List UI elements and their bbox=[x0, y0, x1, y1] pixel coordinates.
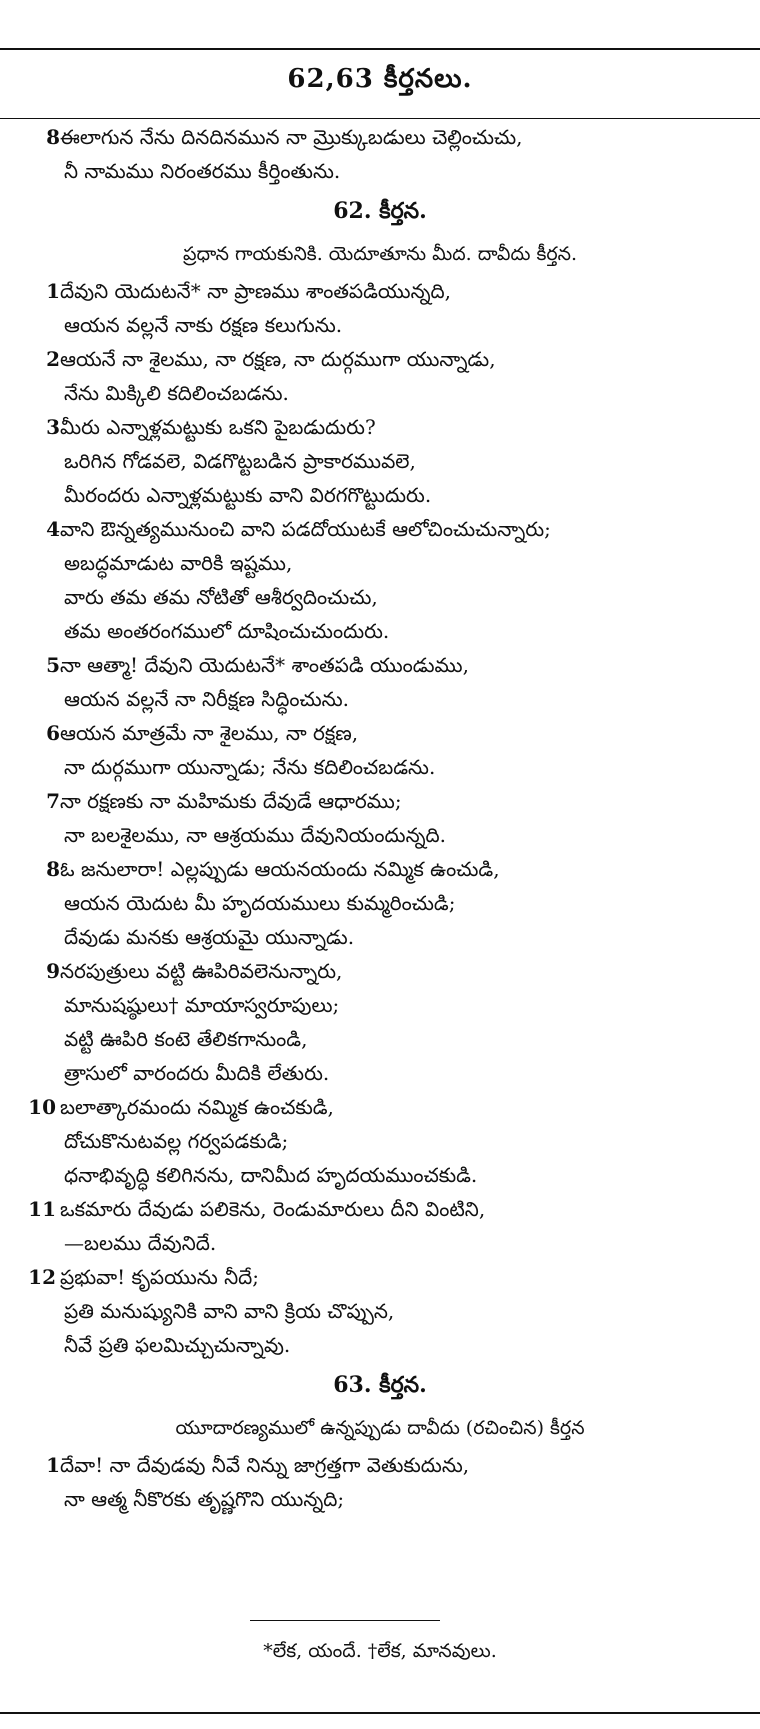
verse-number: 3 bbox=[46, 415, 60, 439]
verse-line bbox=[0, 1482, 760, 1516]
verse-line bbox=[0, 410, 760, 444]
verse-text: ఆయన వల్లనే నా నిరీక్షణ సిద్ధించును. bbox=[64, 687, 349, 711]
verse-number: 8 bbox=[46, 125, 60, 149]
verse-text: ఆయన యెదుట మీ హృదయములు కుమ్మరించుడి; bbox=[64, 891, 456, 915]
verse-line bbox=[0, 1448, 760, 1482]
verse-line bbox=[0, 1022, 760, 1056]
verse-line bbox=[0, 886, 760, 920]
verse-line bbox=[0, 648, 760, 682]
verse-line bbox=[0, 1328, 760, 1362]
verse-line bbox=[0, 120, 760, 154]
verse-line bbox=[0, 682, 760, 716]
verse-text: ప్రభువా! కృపయును నీదే; bbox=[60, 1265, 260, 1289]
verse-line bbox=[0, 716, 760, 750]
verse-number: 4 bbox=[46, 517, 60, 541]
verse-number: 12 bbox=[28, 1265, 56, 1289]
verse-line bbox=[0, 852, 760, 886]
verse-line bbox=[0, 1090, 760, 1124]
verse-line bbox=[0, 308, 760, 342]
verse-line bbox=[0, 1124, 760, 1158]
verse-line bbox=[0, 580, 760, 614]
verse-line bbox=[0, 376, 760, 410]
verse-number: 1 bbox=[46, 279, 60, 303]
verse-text: —బలము దేవునిదే. bbox=[64, 1231, 217, 1255]
header-rule bbox=[0, 118, 760, 119]
verse-line bbox=[0, 988, 760, 1022]
psalm-63-heading: 63. కీర్తన. bbox=[333, 1372, 427, 1398]
verse-text: దోచుకొనుటవల్ల గర్వపడకుడి; bbox=[64, 1129, 289, 1153]
footnote: *లేక, యందే. †లేక, మానవులు. bbox=[263, 1640, 497, 1662]
verse-text: ఆయన మాత్రమే నా శైలము, నా రక్షణ, bbox=[60, 721, 359, 745]
verse-line bbox=[0, 614, 760, 648]
verse-line bbox=[0, 1226, 760, 1260]
footnote-rule bbox=[250, 1620, 440, 1621]
verse-text: అబద్ధమాడుట వారికి ఇష్టము, bbox=[64, 551, 293, 575]
verse-number: 8 bbox=[46, 857, 60, 881]
verse-line bbox=[0, 342, 760, 376]
verse-number: 10 bbox=[28, 1095, 56, 1119]
top-rule bbox=[0, 48, 760, 50]
verse-line bbox=[0, 750, 760, 784]
verse-text: నా ఆత్మా! దేవుని యెదుటనే* శాంతపడి యుండుము, bbox=[60, 653, 469, 677]
verse-line bbox=[0, 954, 760, 988]
page-title: 62,63 కీర్తనలు. bbox=[287, 64, 473, 94]
psalm-62-heading: 62. కీర్తన. bbox=[333, 198, 427, 224]
verse-line bbox=[0, 444, 760, 478]
verse-text: ధనాభివృద్ధి కలిగినను, దానిమీద హృదయముంచకుడి. bbox=[64, 1163, 478, 1187]
verse-number: 7 bbox=[46, 789, 60, 813]
verse-text: బలాత్కారమందు నమ్మిక ఉంచకుడి, bbox=[60, 1095, 334, 1119]
verse-number: 5 bbox=[46, 653, 60, 677]
verse-line bbox=[0, 1158, 760, 1192]
verse-text: ఒకమారు దేవుడు పలికెను, రెండుమారులు దీని వింటిని, bbox=[60, 1197, 486, 1221]
verse-number: 1 bbox=[46, 1453, 60, 1477]
verse-number: 11 bbox=[28, 1197, 56, 1221]
verse-text: దేవుడు మనకు ఆశ్రయమై యున్నాడు. bbox=[64, 925, 355, 949]
verse-line bbox=[0, 1192, 760, 1226]
verse-text: మీరందరు ఎన్నాళ్లమట్టుకు వాని విరగగొట్టుదురు. bbox=[64, 483, 432, 507]
verse-text: నరపుత్రులు వట్టి ఊపిరివలెనున్నారు, bbox=[60, 959, 343, 983]
verse-number: 9 bbox=[46, 959, 60, 983]
page-body bbox=[0, 120, 760, 1516]
verse-text: ఒరిగిన గోడవలె, విడగొట్టబడిన ప్రాకారమువలె, bbox=[64, 449, 416, 473]
verse-line bbox=[0, 478, 760, 512]
bottom-rule bbox=[0, 1712, 760, 1714]
verse-text: ఆయనే నా శైలము, నా రక్షణ, నా దుర్గముగా యున్నాడు, bbox=[60, 347, 496, 371]
verse-line bbox=[0, 1294, 760, 1328]
verse-line bbox=[0, 818, 760, 852]
verse-number: 2 bbox=[46, 347, 60, 371]
verse-text: దేవుని యెదుటనే* నా ప్రాణము శాంతపడియున్నది, bbox=[60, 279, 452, 303]
verse-text: మీరు ఎన్నాళ్లమట్టుకు ఒకని పైబడుదురు? bbox=[60, 415, 376, 439]
verse-text: ఈలాగున నేను దినదినమున నా మ్రొక్కుబడులు చెల్లించుచు, bbox=[60, 125, 523, 149]
verse-text: తమ అంతరంగములో దూషించుచుందురు. bbox=[64, 619, 390, 643]
verse-line bbox=[0, 274, 760, 308]
verse-line bbox=[0, 920, 760, 954]
verse-text: త్రాసులో వారందరు మీదికి లేతురు. bbox=[64, 1061, 330, 1085]
verse-text: నా దుర్గముగా యున్నాడు; నేను కదిలించబడను. bbox=[64, 755, 436, 779]
verse-text: దేవా! నా దేవుడవు నీవే నిన్ను జాగ్రత్తగా వెతుకుదును, bbox=[60, 1453, 470, 1477]
verse-text: వారు తమ తమ నోటితో ఆశీర్వదించుచు, bbox=[64, 585, 378, 609]
verse-text: ప్రతి మనుష్యునికి వాని వాని క్రియ చొప్పున, bbox=[64, 1299, 395, 1323]
verse-text: నా ఆత్మ నీకొరకు తృష్ణగొని యున్నది; bbox=[64, 1487, 345, 1511]
verse-text: వట్టి ఊపిరి కంటె తేలికగానుండి, bbox=[64, 1027, 308, 1051]
verse-line bbox=[0, 784, 760, 818]
verse-line bbox=[0, 1056, 760, 1090]
verse-text: నా రక్షణకు నా మహిమకు దేవుడే ఆధారము; bbox=[60, 789, 402, 813]
verse-text: నా బలశైలము, నా ఆశ్రయము దేవునియందున్నది. bbox=[64, 823, 447, 847]
verse-line bbox=[0, 1260, 760, 1294]
verse-text: ఆయన వల్లనే నాకు రక్షణ కలుగును. bbox=[64, 313, 343, 337]
verse-text: మానుషష్ఠులు† మాయాస్వరూపులు; bbox=[64, 993, 340, 1017]
psalm-63-subtitle: యూదారణ్యములో ఉన్నప్పుడు దావీదు (రచించిన) కీర్తన bbox=[175, 1417, 585, 1439]
verse-line bbox=[0, 154, 760, 188]
verse-line bbox=[0, 512, 760, 546]
verse-number: 6 bbox=[46, 721, 60, 745]
verse-text: నీవే ప్రతి ఫలమిచ్చుచున్నావు. bbox=[64, 1333, 291, 1357]
verse-line bbox=[0, 546, 760, 580]
verse-text: వాని ఔన్నత్యమునుంచి వాని పడదోయుటకే ఆలోచించుచున్నారు; bbox=[60, 517, 551, 541]
psalm-62-subtitle: ప్రధాన గాయకునికి. యెదూతూను మీద. దావీదు కీర్తన. bbox=[182, 243, 578, 265]
verse-text: నీ నామము నిరంతరము కీర్తింతును. bbox=[64, 159, 341, 183]
verse-text: నేను మిక్కిలి కదిలించబడను. bbox=[64, 381, 289, 405]
verse-text: ఓ జనులారా! ఎల్లప్పుడు ఆయనయందు నమ్మిక ఉంచుడి, bbox=[60, 857, 500, 881]
